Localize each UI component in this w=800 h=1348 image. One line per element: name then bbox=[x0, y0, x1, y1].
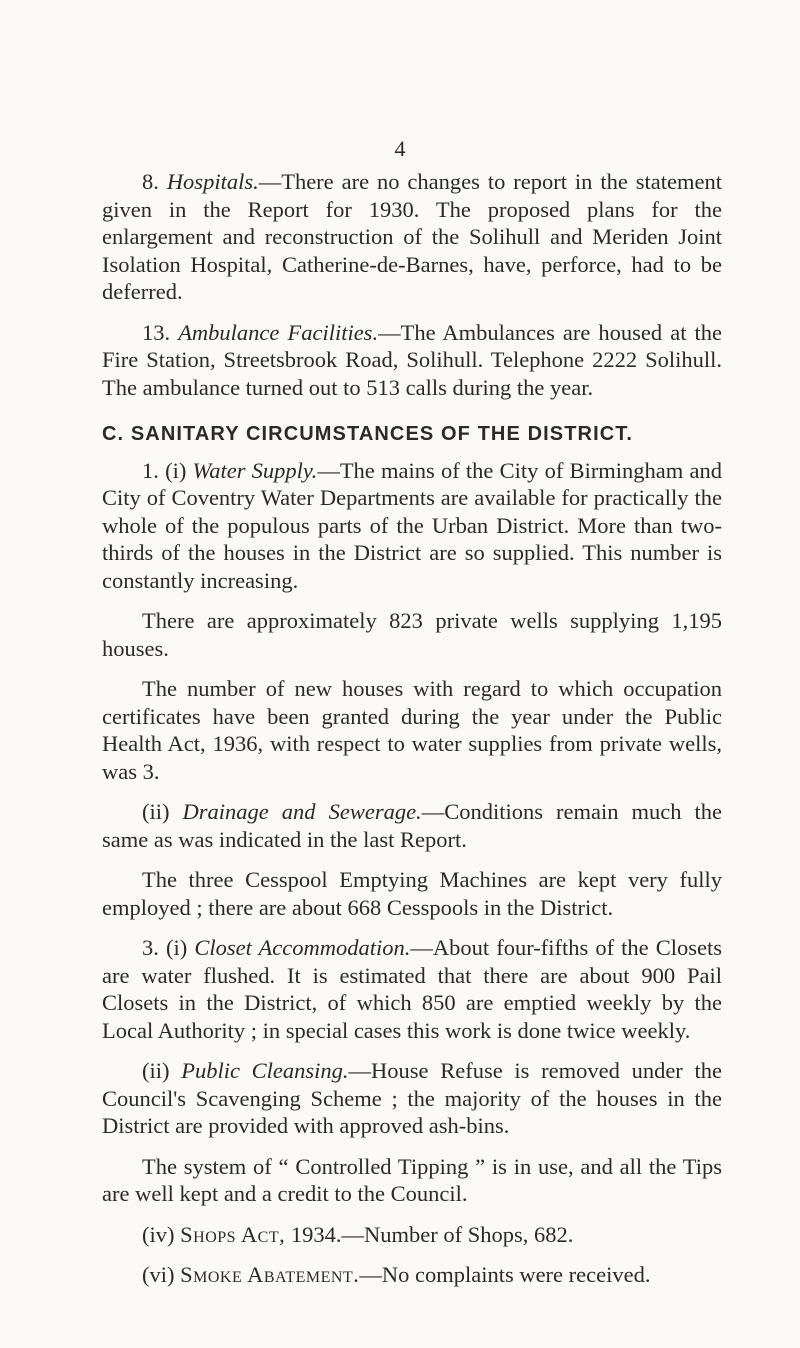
paragraph-water-supply bbox=[102, 457, 722, 595]
paragraph-controlled-tipping: The system of “ Controlled Tipping ” is in use, and all the Tips are well kept and a credit to the Council. bbox=[102, 1153, 722, 1206]
paragraph-number: (iv) bbox=[142, 1221, 175, 1247]
paragraph-ambulance bbox=[102, 319, 722, 402]
paragraph-number: 8. bbox=[142, 169, 159, 194]
paragraph-private-wells: There are approximately 823 private wells supplying 1,195 houses. bbox=[102, 608, 722, 661]
paragraph-hospitals bbox=[102, 168, 722, 306]
page-body bbox=[102, 168, 722, 1302]
paragraph-number: (ii) bbox=[142, 799, 170, 824]
paragraph-number: 13. bbox=[142, 319, 171, 345]
paragraph-public-cleansing bbox=[102, 1057, 722, 1140]
paragraph-text: —There are no changes to report in the statement given in the Report for 1930. The proposed plans for the enlargement and reconstruction of the Solihull and Meriden Joint Isolation Hospital, Catherine-de-Barnes, have, perforce, had to be deferred. bbox=[102, 169, 723, 304]
paragraph-title: Smoke Abatement. bbox=[180, 1262, 360, 1287]
paragraph-title: Closet Accommodation. bbox=[194, 935, 411, 960]
paragraph-number: (ii) bbox=[142, 1058, 170, 1083]
paragraph-title: Public Cleansing. bbox=[181, 1058, 349, 1083]
paragraph-number: (vi) bbox=[142, 1262, 175, 1287]
paragraph-text: 1934.—Number of Shops, 682. bbox=[285, 1221, 574, 1247]
paragraph-text: —House Refuse is removed under the Council's Scavenging Scheme ; the majority of the houses in the District are provided with approved ash-bins. bbox=[102, 1058, 722, 1138]
paragraph-title: Hospitals. bbox=[166, 169, 259, 194]
paragraph-number: 1. (i) bbox=[142, 457, 187, 483]
paragraph-title: Water Supply. bbox=[192, 457, 318, 483]
paragraph-text: —About four-fifths of the Closets are water flushed. It is estimated that there are about 900 Pail Closets in the District, of which 850 are emptied weekly by the Local Authority ; in special cases this work is done twice weekly. bbox=[102, 935, 722, 1043]
paragraph-number: 3. (i) bbox=[142, 935, 188, 960]
paragraph-cesspools: The three Cesspool Emptying Machines are kept very fully employed ; there are about 668 Cesspools in the District. bbox=[102, 867, 722, 920]
paragraph-shops-act bbox=[102, 1221, 722, 1249]
paragraph-text: —The mains of the City of Birmingham and City of Coventry Water Departments are available for practically the whole of the populous parts of the Urban District. More than two-thirds of the houses in the District are so supplied. This number is constantly increasing. bbox=[102, 457, 722, 593]
paragraph-text: —The Ambulances are housed at the Fire Station, Streetsbrook Road, Solihull. Telephone 2222 Solihull. The ambulance turned out to 513 calls during the year. bbox=[102, 319, 723, 400]
paragraph-closet-accommodation bbox=[102, 934, 722, 1044]
paragraph-drainage bbox=[102, 798, 722, 853]
paragraph-smoke-abatement bbox=[102, 1261, 722, 1289]
paragraph-title: Drainage and Sewerage. bbox=[182, 799, 422, 824]
paragraph-text: —Conditions remain much the same as was indicated in the last Report. bbox=[102, 799, 722, 852]
paragraph-title: Ambulance Facilities. bbox=[178, 319, 379, 345]
paragraph-occupation-certificates: The number of new houses with regard to which occupation certificates have been granted during the year under the Public Health Act, 1936, with respect to water supplies from private wells, was 3. bbox=[102, 676, 722, 784]
section-heading: C. SANITARY CIRCUMSTANCES OF THE DISTRICT. bbox=[102, 423, 634, 445]
paragraph-title: Shops Act, bbox=[180, 1221, 286, 1247]
paragraph-text: —No complaints were received. bbox=[359, 1262, 651, 1287]
page-number: 4 bbox=[394, 136, 406, 161]
